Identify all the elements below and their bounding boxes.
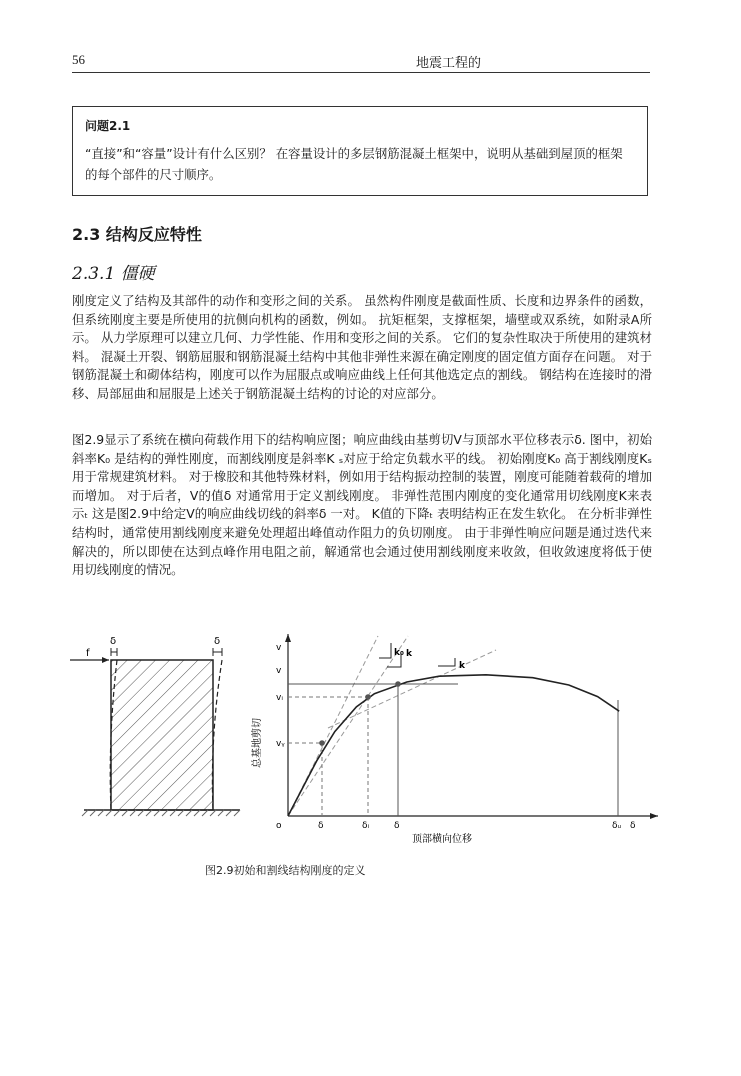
y-axis-title: 总基地剪切 [252,718,263,768]
x-tick-delta-y: δ [318,821,324,831]
delta-left-label: δ [110,636,117,647]
x-tick-delta-u: δᵤ [612,821,622,831]
figure-2-9 [60,628,660,858]
ground-hatch [82,810,240,816]
response-chart [250,634,658,845]
tangent-stiffness-line [328,650,496,728]
slope-label-k: k [406,649,412,659]
problem-box [72,106,648,196]
section-heading: 2.3 结构反应特性 [72,225,202,244]
point-i [365,694,371,700]
x-tick-delta-i: δᵢ [362,821,370,831]
force-label: f [86,648,90,659]
y-tick-v-top: v [276,643,282,653]
y-tick-v: v [276,666,282,676]
k0-triangle [379,643,391,658]
frame-body [111,660,213,810]
response-curve [288,675,619,816]
y-axis-arrow [285,634,291,642]
figure-svg [60,628,660,858]
paragraph-1: 刚度定义了结构及其部件的动作和变形之间的关系。 虽然构件刚度是截面性质、长度和边界条件的函数，但系统刚度主要是所使用的抗侧向机构的函数，例如。 抗矩框架，支撑框架，墙壁或双系统，如附录A所示。 从力学原理可以建立几何、力学性能、作用和变形之间的关系。 它们的复杂性取决于所使用的建筑材料。 混凝土开裂、钢筋屈服和钢筋混凝土结构中其他非弹性来源在确定刚度的固定值方面存在问题。 对于钢筋混凝土和砌体结构，刚度可以作为屈服点或响应曲线上任何其他选定点的割线。 钢结构在连接时的滑移、局部屈曲和屈服是上述关于钢筋混凝土结构的讨论的对应部分。 [72,293,652,401]
y-tick-vy: vᵧ [276,739,285,749]
subsection-heading: 2.3.1 僵硬 [72,264,155,284]
y-tick-vi: vᵢ [276,693,283,703]
page-number: 56 [72,52,85,67]
problem-title: 问题2.1 [85,119,131,133]
x-axis-arrow [650,813,658,819]
kt-triangle [438,658,455,666]
running-title: 地震工程的 [416,56,482,71]
point-v [395,681,401,687]
x-axis-title: 顶部横向位移 [412,834,472,845]
header-rule [72,72,650,73]
delta-right-label: δ [214,636,221,647]
paragraph-2: 图2.9显示了系统在横向荷载作用下的结构响应图；响应曲线由基剪切V与顶部水平位移表示δ. 图中，初始斜率K₀ 是结构的弹性刚度，而割线刚度是斜率K ₛ对应于给定负载水平的线。 初始刚度K₀ 高于割线刚度Kₛ 用于常规建筑材料。 对于橡胶和其他特殊材料，例如用于结构振动控制的装置，刚度可能随着载荷的增加而增加。 对于后者，V的值δ 对通常用于定义割线刚度。 非弹性范围内刚度的变化通常用切线刚度K来表示ₜ 这是图2.9中给定V的响应曲线切线的斜率δ 一对。 K值的下降ₜ 表明结构正在发生软化。 在分析非弹性结构时，通常使用割线刚度来避免处理超出峰值动作阻力的负切刚度。 由于非弹性响应问题是通过迭代来解决的，所以即使在达到点峰作用电阻之前，解通常也会通过使用割线刚度来收敛，但收敛速度将低于使用切线刚度的情况。 [72,432,652,578]
force-arrow-head [102,657,109,663]
frame-diagram [70,636,240,816]
yield-point [319,740,325,746]
slope-label-kt: k [459,661,465,671]
x-tick-origin: o [276,821,282,831]
secant-stiffness-line [288,636,408,816]
x-tick-delta: δ [394,821,400,831]
slope-label-k0: k₀ [394,648,404,658]
problem-text: “直接”和“容量”设计有什么区别？ 在容量设计的多层钢筋混凝土框架中，说明从基础到屋顶的框架的每个部件的尺寸顺序。 [85,146,623,182]
figure-caption: 图2.9初始和割线结构刚度的定义 [205,864,366,877]
deformed-right [212,660,222,810]
x-tick-delta-end: δ [630,821,636,831]
page-header [72,52,650,72]
